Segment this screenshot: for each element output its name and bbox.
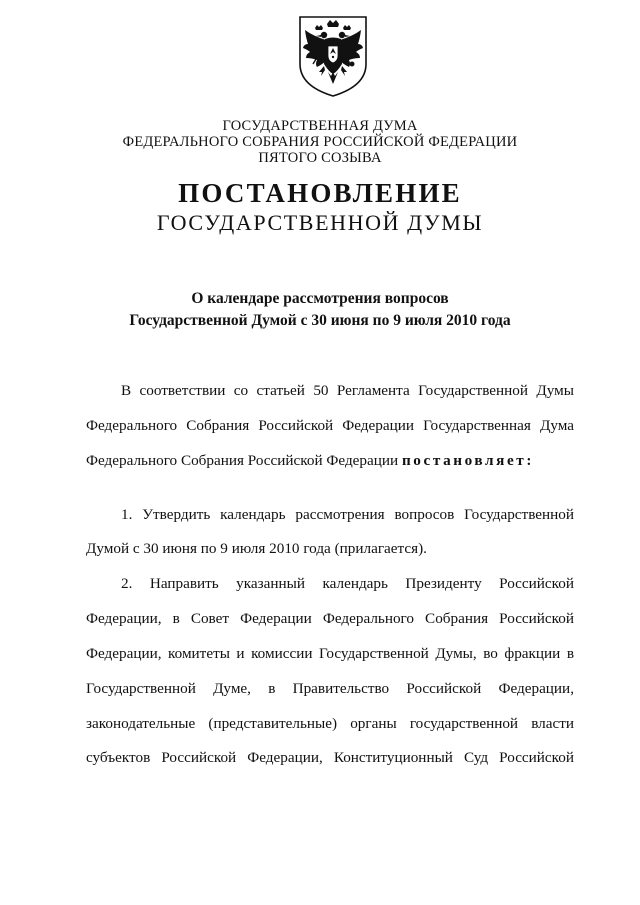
- item-2-line-1: 2. Направить указанный календарь Президенту Российской: [121, 575, 574, 592]
- item-2-line-5: законодательные (представительные) органы государственной власти: [86, 715, 574, 732]
- item-2-line-6: субъектов Российской Федерации, Конституционный Суд Российской: [86, 749, 574, 766]
- subject-line-1: О календаре рассмотрения вопросов: [191, 290, 449, 307]
- item-1-line-1: 1. Утвердить календарь рассмотрения вопросов Государственной: [121, 506, 574, 523]
- preamble-line-3: [86, 452, 574, 470]
- item-1-line-2: Думой с 30 июня по 9 июля 2010 года (прилагается).: [86, 540, 427, 557]
- document-title: ПОСТАНОВЛЕНИЕ: [178, 178, 462, 208]
- item-2-line-2: Федерации, в Совет Федерации Федерального Собрания Российской: [86, 610, 574, 627]
- preamble-line-2: Федерального Собрания Российской Федерации Государственная Дума: [86, 417, 574, 434]
- org-name-line-1: ГОСУДАРСТВЕННАЯ ДУМА: [222, 118, 418, 134]
- resolves-keyword: постановляет:: [401, 452, 535, 469]
- subject-line-2: Государственной Думой с 30 июня по 9 июля 2010 года: [129, 312, 511, 329]
- item-2-line-4: Государственной Думе, в Правительство Российской Федерации,: [86, 680, 574, 697]
- document-subtitle: ГОСУДАРСТВЕННОЙ ДУМЫ: [156, 210, 484, 235]
- preamble-line-1: В соответствии со статьей 50 Регламента Государственной Думы: [121, 382, 574, 399]
- item-2-line-3: Федерации, комитеты и комиссии Государственной Думы, во фракции в: [86, 645, 574, 662]
- org-name-line-2: ФЕДЕРАЛЬНОГО СОБРАНИЯ РОССИЙСКОЙ ФЕДЕРАЦИИ: [122, 134, 518, 150]
- coat-of-arms-emblem-icon: [297, 14, 369, 98]
- preamble-line-3-text: Федерального Собрания Российской Федерации: [86, 452, 402, 469]
- convocation-line: ПЯТОГО СОЗЫВА: [258, 150, 382, 166]
